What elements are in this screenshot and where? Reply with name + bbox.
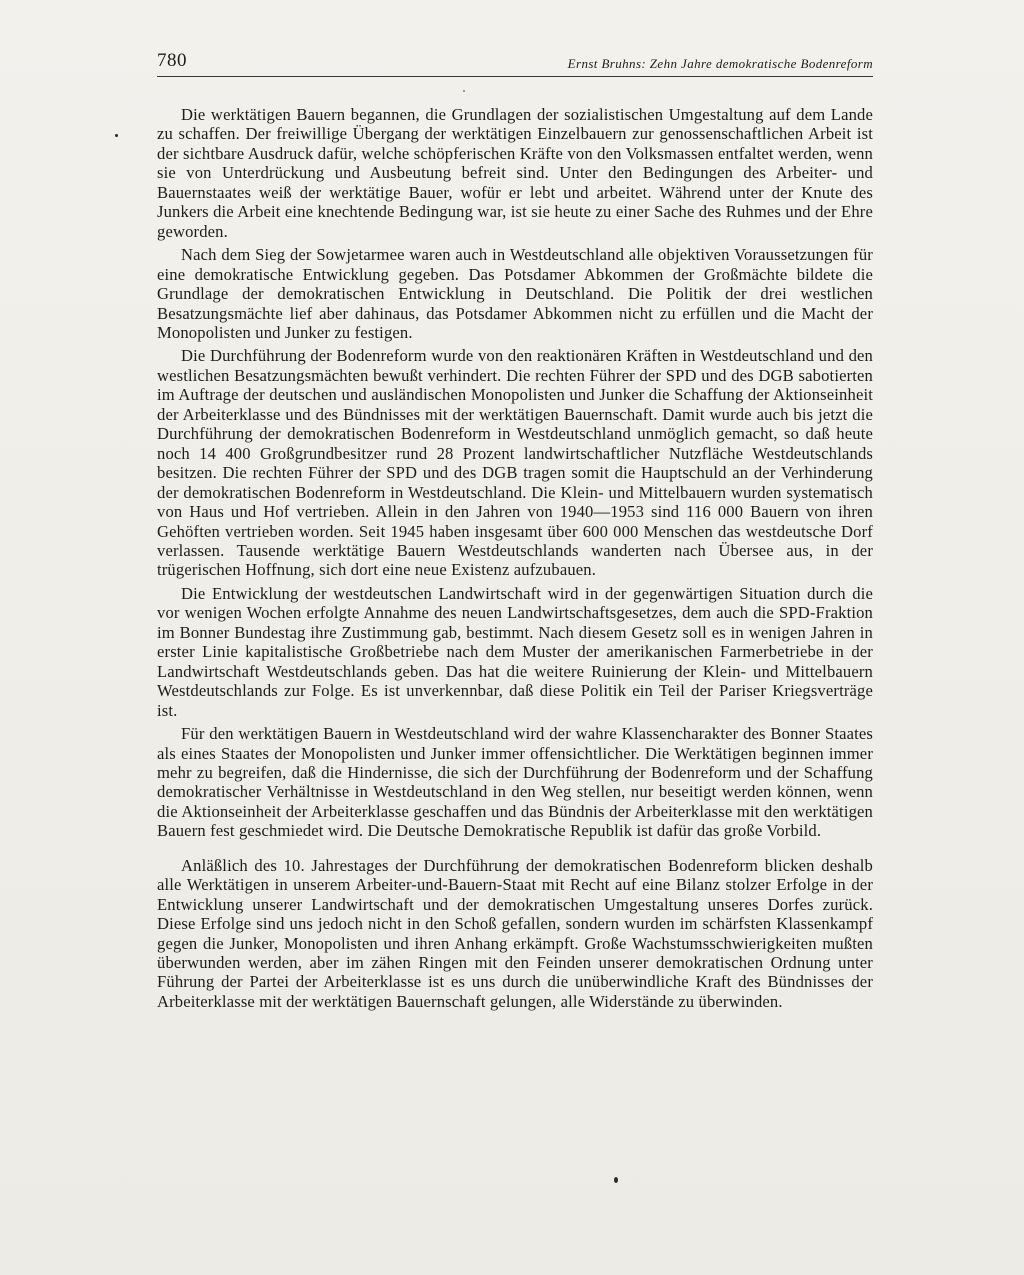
scan-speck bbox=[463, 90, 465, 92]
scan-speck bbox=[115, 134, 118, 137]
paragraph-2: Nach dem Sieg der Sowjetarmee waren auch in Westdeutschland alle objektiven Voraussetzungen für eine demokratische Entwicklung gegeben. Das Potsdamer Abkommen der Großmächte bildete die Grundlage der demokratischen Entwicklung in Deutschland. Die Politik der drei westlichen Besatzungsmächte lief aber dahinaus, das Potsdamer Abkommen nicht zu erfüllen und die Macht der Monopolisten und Junker zu festigen. bbox=[157, 245, 873, 342]
paragraph-5: Für den werktätigen Bauern in Westdeutschland wird der wahre Klassencharakter des Bonner Staates als eines Staates der Monopolisten und Junker immer offensichtlicher. Die Werktätigen beginnen immer mehr zu begreifen, daß die Hindernisse, die sich der Durchführung der Bodenreform und der Schaffung demokratischer Verhältnisse in Westdeutschland in den Weg stellen, nur beseitigt werden können, wenn die Aktionseinheit der Arbeiterklasse geschaffen und das Bündnis der Arbeiterklasse mit den werktätigen Bauern fest geschmiedet wird. Die Deutsche Demokratische Republik ist dafür das große Vorbild. bbox=[157, 724, 873, 841]
paragraph-3: Die Durchführung der Bodenreform wurde von den reaktionären Kräften in Westdeutschland und den westlichen Besatzungsmächten bewußt verhindert. Die rechten Führer der SPD und des DGB sabotierten im Auftrage der deutschen und ausländischen Monopolisten und Junker die Schaffung der Aktionseinheit der Arbeiterklasse und des Bündnisses mit der werktätigen Bauernschaft. Damit wurde auch bis jetzt die Durchführung der demokratischen Bodenreform in Westdeutschland unmöglich gemacht, so daß heute noch 14 400 Großgrundbesitzer rund 28 Prozent landwirtschaftlicher Nutzfläche Westdeutschlands besitzen. Die rechten Führer der SPD und des DGB tragen somit die Hauptschuld an der Verhinderung der demokratischen Bodenreform in Westdeutschland. Die Klein- und Mittelbauern wurden systematisch von Haus und Hof vertrieben. Allein in den Jahren von 1940—1953 sind 116 000 Bauern von ihren Gehöften vertrieben worden. Seit 1945 haben insgesamt über 600 000 Menschen das westdeutsche Dorf verlassen. Tausende werktätige Bauern Westdeutschlands wanderten nach Übersee aus, in der trügerischen Hoffnung, sich dort eine neue Existenz aufzubauen. bbox=[157, 346, 873, 580]
running-title: Ernst Bruhns: Zehn Jahre demokratische Bodenreform bbox=[567, 56, 873, 71]
paragraph-1: Die werktätigen Bauern begannen, die Grundlagen der sozialistischen Umgestaltung auf dem Lande zu schaffen. Der freiwillige Übergang der werktätigen Einzelbauern zur genossenschaftlichen Arbeit ist der sichtbare Ausdruck dafür, welche schöpferischen Kräfte von den Volksmassen entfaltet werden, wenn sie von Unterdrückung und Ausbeutung befreit sind. Unter den Bedingungen des Arbeiter- und Bauernstaates weiß der werktätige Bauer, wofür er lebt und arbeitet. Während unter der Knute des Junkers die Arbeit eine knechtende Bedingung war, ist sie heute zu einer Sache des Ruhmes und der Ehre geworden. bbox=[157, 105, 873, 241]
header-rule bbox=[157, 76, 873, 77]
page-number: 780 bbox=[157, 50, 187, 71]
scan-speck bbox=[614, 1177, 618, 1183]
page-header bbox=[157, 50, 873, 78]
body-text bbox=[157, 99, 873, 1011]
paragraph-4: Die Entwicklung der westdeutschen Landwirtschaft wird in der gegenwärtigen Situation durch die vor wenigen Wochen erfolgte Annahme des neuen Landwirtschaftsgesetzes, dem auch die SPD-Fraktion im Bonner Bundestag ihre Zustimmung gab, bestimmt. Nach diesem Gesetz soll es in wenigen Jahren in erster Linie kapitalistische Großbetriebe nach dem Muster der amerikanischen Farmerbetriebe in der Landwirtschaft Westdeutschlands geben. Das hat die weitere Ruinierung der Klein- und Mittelbauern Westdeutschlands zur Folge. Es ist unverkennbar, daß diese Politik ein Teil der Pariser Kriegsverträge ist. bbox=[157, 583, 873, 720]
paragraph-6: Anläßlich des 10. Jahrestages der Durchführung der demokratischen Bodenreform blicken deshalb alle Werktätigen in unserem Arbeiter-und-Bauern-Staat mit Recht auf eine Bilanz stolzer Erfolge in der Entwicklung unserer Landwirtschaft und der demokratischen Umgestaltung unseres Dorfes zurück. Diese Erfolge sind uns jedoch nicht in den Schoß gefallen, sondern wurden im schärfsten Klassenkampf gegen die Junker, Monopolisten und ihren Anhang erkämpft. Große Wachstumsschwierigkeiten mußten überwunden werden, aber im zähen Ringen mit den Feinden unserer demokratischen Ordnung unter Führung der Partei der Arbeiterklasse ist es uns durch die unüberwindliche Kraft des Bündnisses der Arbeiterklasse mit der werktätigen Bauernschaft gelungen, alle Widerstände zu überwinden. bbox=[157, 855, 873, 1011]
